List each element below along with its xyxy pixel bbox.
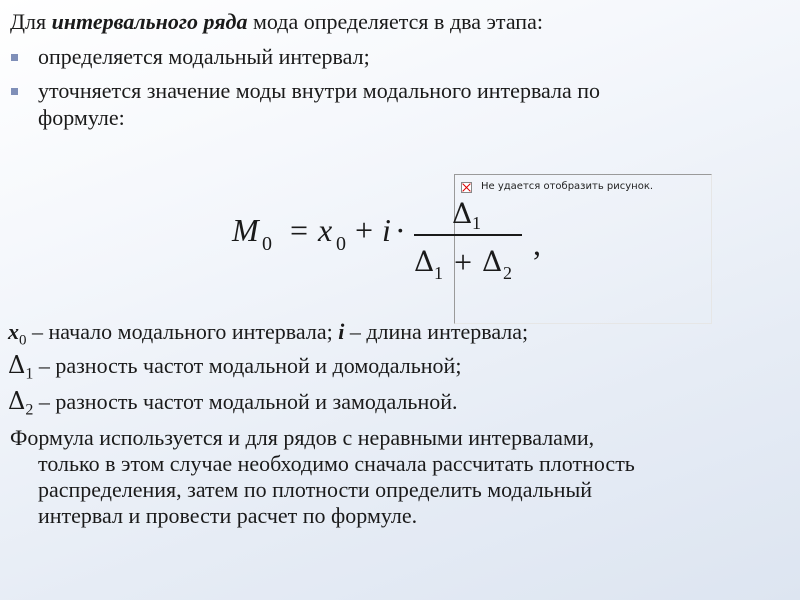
- def-delta1-symbol: Δ: [8, 351, 26, 379]
- def-delta1-text: – разность частот модальной и домодальной;: [33, 353, 462, 378]
- heading-prefix: Для: [10, 9, 52, 34]
- broken-image-text: Не удается отобразить рисунок.: [481, 181, 654, 192]
- formula-x-sub: 0: [336, 233, 346, 255]
- bullet-item-2: уточняется значение моды внутри модального интервала по: [38, 78, 601, 103]
- def-i-symbol: i: [338, 319, 345, 344]
- bullet-item-1: определяется модальный интервал;: [38, 44, 370, 69]
- paragraph-line-3: распределения, затем по плотности определить модальный: [38, 477, 593, 502]
- bullet-item-2-continuation: формуле:: [38, 105, 125, 130]
- def-delta1-sub: 1: [25, 365, 34, 383]
- formula-numerator-sub: 1: [472, 213, 481, 233]
- def-delta2-sub: 2: [25, 401, 34, 419]
- definition-delta2: [8, 388, 458, 423]
- paragraph-line-1: Формула используется и для рядов с неравными интервалами,: [10, 425, 595, 450]
- paragraph-line-4: интервал и провести расчет по формуле.: [38, 503, 418, 528]
- bullet-marker: [11, 88, 18, 95]
- heading-line: [10, 8, 543, 35]
- formula-den-delta-2: Δ: [482, 245, 503, 278]
- fraction-bar: [414, 234, 522, 236]
- formula-dot: ·: [395, 212, 406, 248]
- heading-suffix: мода определяется в два этапа:: [247, 9, 543, 34]
- def-i-text: – длина интервала;: [344, 319, 529, 344]
- bullet-marker: [11, 54, 18, 61]
- formula-comma: ,: [533, 226, 541, 262]
- def-x0-sub: 0: [19, 332, 27, 349]
- formula-m-sub: 0: [262, 233, 272, 255]
- formula-x: x: [318, 212, 333, 248]
- formula-m: M: [232, 212, 259, 248]
- formula-den-delta-1: Δ: [414, 245, 435, 278]
- heading-emphasis: интервального ряда: [51, 9, 248, 34]
- def-x0-symbol: x: [8, 319, 19, 344]
- broken-image-icon: [461, 182, 472, 193]
- formula-plus: +: [355, 212, 374, 248]
- formula-den-sub-2: 2: [503, 263, 512, 283]
- def-delta2-text: – разность частот модальной и замодальной.: [33, 389, 458, 414]
- formula-equals: =: [290, 212, 309, 248]
- def-delta2-symbol: Δ: [8, 387, 26, 415]
- formula-numerator-delta: Δ: [452, 197, 473, 230]
- formula-den-sub-1: 1: [434, 263, 443, 283]
- def-x0-text: – начало модального интервала;: [26, 319, 339, 344]
- paragraph-line-2: только в этом случае необходимо сначала рассчитать плотность: [38, 451, 635, 476]
- definition-x0-i: [8, 318, 528, 354]
- formula-den-plus: +: [454, 244, 473, 280]
- definition-delta1: [8, 352, 461, 387]
- formula-i: i: [382, 212, 391, 248]
